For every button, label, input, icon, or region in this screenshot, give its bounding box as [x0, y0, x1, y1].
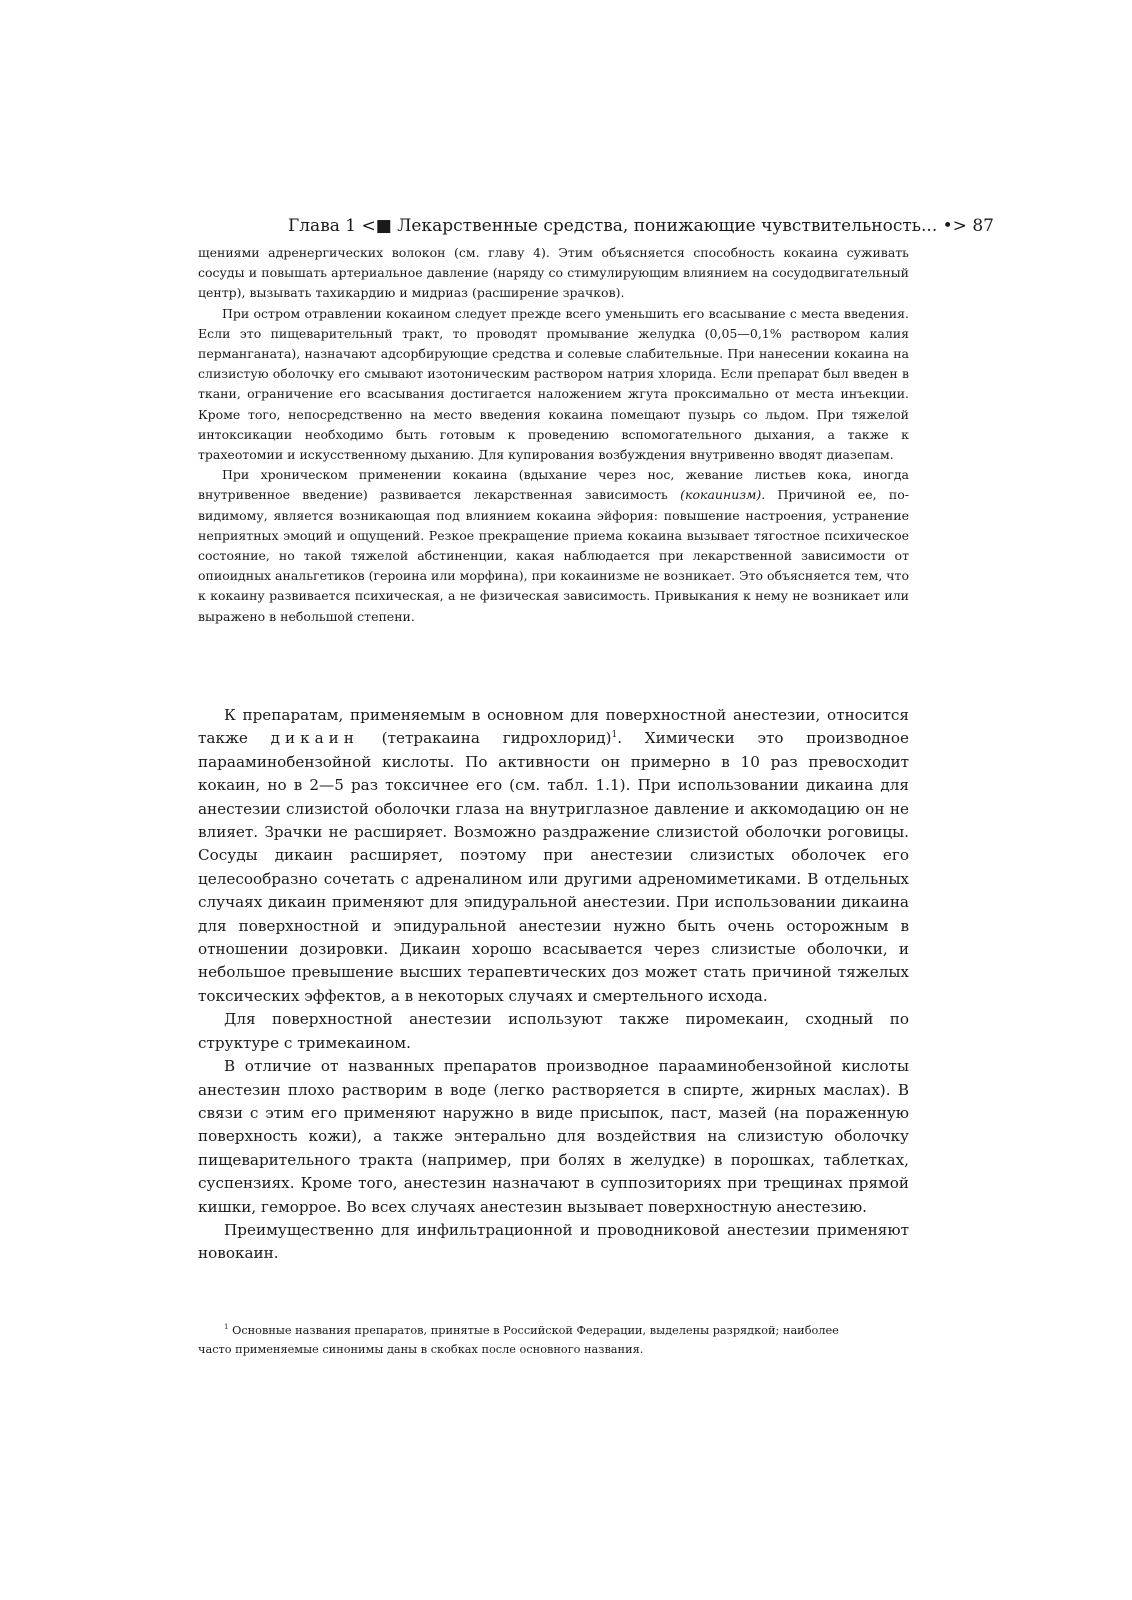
page-mark: •>: [942, 216, 967, 236]
main-text-section: [198, 704, 909, 1266]
small-paragraph-3-end: Причиной ее, по-видимому, является возникающая под влиянием кокаина эйфория: повышение настроения, устранение неприятных эмоций и ощущений. Резкое прекращение приема кокаина вызывает тягостное психическое состояние, но такой тяжелой абстиненции, какая наблюдается при лекарственной зависимости от опиоидных анальгетиков (героина или морфина), при кокаинизме не возникает. Это объясняется тем, что к кокаину развивается психическая, а не физическая зависимость. Привыкания к нему не возникает или выражено в небольшой степени.: [198, 487, 909, 624]
main-paragraph-2: Для поверхностной анестезии используют также пиромекаин, сходный по структуре с тримекаином.: [198, 1010, 909, 1052]
main-paragraph-1-synonym: (тетракаина гидрохлорид): [358, 729, 612, 748]
small-print-section: [198, 243, 909, 627]
main-paragraph-3: В отличие от названных препаратов производное парааминобензойной кислоты анестезин плохо растворим в воде (легко растворяется в спирте, жирных маслах). В связи с этим его применяют наружно в виде присыпок, паст, мазей (на пораженную поверхность кожи), а также энтерально для воздействия на слизистую оболочку пищеварительного тракта (например, при болях в желудке) в порошках, таблетках, суспензиях. Кроме того, анестезин назначают в суппозиториях при трещинах прямой кишки, геморрое. Во всех случаях анестезин вызывает поверхностную анестезию.: [198, 1057, 909, 1216]
main-paragraph-1: [198, 704, 909, 1008]
chapter-label: Глава 1: [288, 216, 357, 236]
chapter-title: Лекарственные средства, понижающие чувствительность...: [397, 216, 938, 236]
small-paragraph-2: При остром отравлении кокаином следует прежде всего уменьшить его всасывание с места введения. Если это пищеварительный тракт, то проводят промывание желудка (0,05—0,1% раствором калия перманганата), назначают адсорбирующие средства и солевые слабительные. При нанесении кокаина на слизистую оболочку его смывают изотоническим раствором натрия хлорида. Если препарат был введен в ткани, ограничение его всасывания достигается наложением жгута проксимально от места инъекции. Кроме того, непосредственно на место введения кокаина помещают пузырь со льдом. При тяжелой интоксикации необходимо быть готовым к проведению вспомогательного дыхания, а также к трахеотомии и искусственному дыханию. Для купирования возбуждения внутривенно вводят диазепам.: [198, 305, 909, 463]
drug-name-dicaine: дикаин: [270, 729, 359, 748]
main-paragraph-4: Преимущественно для инфильтрационной и проводниковой анестезии применяют новокаин.: [198, 1220, 909, 1263]
main-paragraph-1-start: К препаратам, применяемым в основном для поверхностной анестезии, относится также: [198, 706, 909, 748]
running-head: [288, 214, 994, 238]
page-number: 87: [972, 216, 994, 236]
footnote: [198, 1318, 858, 1359]
cocainism-term: (кокаинизм).: [680, 487, 766, 503]
footnote-ref: 1: [611, 730, 618, 741]
footnote-mark: 1: [224, 1323, 229, 1331]
header-separator: <■: [361, 216, 392, 236]
footnote-text: Основные названия препаратов, принятые в Российской Федерации, выделены разрядкой; наиболее часто применяемые синонимы даны в скобках после основного названия.: [198, 1323, 839, 1356]
main-paragraph-1-rest: . Химически это производное парааминобензойной кислоты. По активности он примерно в 10 раз превосходит кокаин, но в 2—5 раз токсичнее его (см. табл. 1.1). При использовании дикаина для анестезии слизистой оболочки глаза на внутриглазное давление и аккомодацию он не влияет. Зрачки не расширяет. Возможно раздражение слизистой оболочки роговицы. Сосуды дикаин расширяет, поэтому при анестезии слизистых оболочек его целесообразно сочетать с адреналином или другими адреномиметиками. В отдельных случаях дикаин применяют для эпидуральной анестезии. При использовании дикаина для поверхностной и эпидуральной анестезии нужно быть очень осторожным в отношении дозировки. Дикаин хорошо всасывается через слизистые оболочки, и небольшое превышение высших терапевтических доз может стать причиной тяжелых токсических эффектов, а в некоторых случаях и смертельного исхода.: [198, 729, 909, 1005]
small-paragraph-3: [198, 465, 909, 627]
small-paragraph-3-start: При хроническом применении кокаина (вдыхание через нос, жевание листьев кока, иногда внутривенное введение) развивается лекарственная зависимость: [198, 467, 909, 503]
small-paragraph-1: щениями адренергических волокон (см. главу 4). Этим объясняется способность кокаина суживать сосуды и повышать артериальное давление (наряду со стимулирующим влиянием на сосудодвигательный центр), вызывать тахикардию и мидриаз (расширение зрачков).: [198, 245, 909, 301]
